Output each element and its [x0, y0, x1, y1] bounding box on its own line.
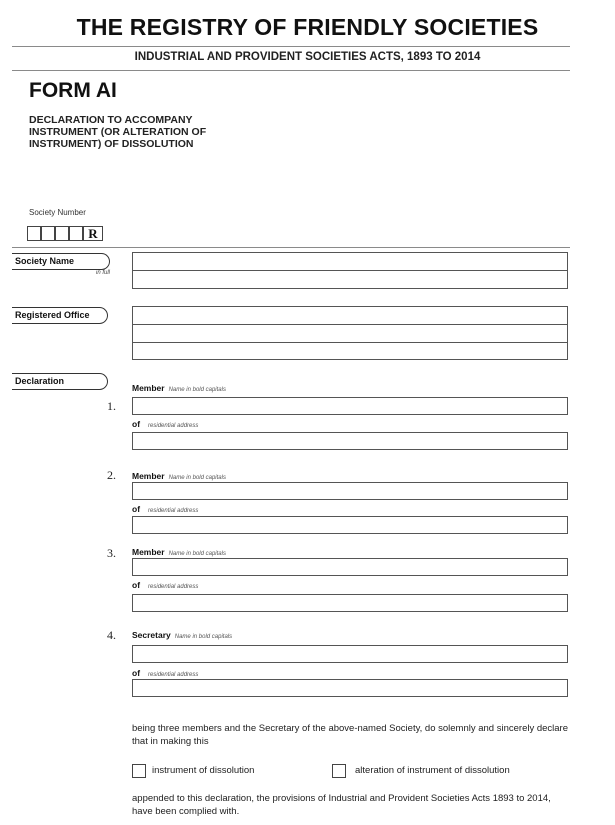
- declarant-4-address-label: [132, 668, 198, 678]
- society-number-digit-1[interactable]: [27, 226, 41, 241]
- section-tab-registered-office: Registered Office: [12, 307, 108, 324]
- society-number-digit-2[interactable]: [41, 226, 55, 241]
- declarant-4-role-label: [132, 630, 232, 640]
- declaration-intro-text: being three members and the Secretary of the above-named Society, do solemnly and sincerely declare that in making this: [132, 723, 569, 747]
- declarant-4-number: 4.: [107, 628, 116, 642]
- form-id: FORM AI: [29, 79, 117, 102]
- role-hint: Name in bold capitals: [168, 551, 226, 557]
- registry-title: THE REGISTRY OF FRIENDLY SOCIETIES: [76, 14, 539, 40]
- role-label: Member: [132, 471, 165, 481]
- header-top-rule: [12, 46, 570, 47]
- society-number-suffix: R: [83, 226, 103, 241]
- instrument-of-dissolution-label: instrument of dissolution: [152, 765, 255, 776]
- address-hint: residential address: [148, 423, 199, 429]
- declarant-1-name-field[interactable]: [132, 397, 568, 415]
- of-label: of: [132, 668, 141, 678]
- role-hint: Name in bold capitals: [168, 475, 226, 481]
- role-label: Secretary: [132, 630, 171, 640]
- section-tab-society-name: Society Name: [12, 253, 110, 270]
- registered-office-field[interactable]: [132, 306, 568, 360]
- address-hint: residential address: [148, 584, 199, 590]
- instrument-of-dissolution-checkbox[interactable]: [132, 764, 146, 778]
- field-divider: [133, 342, 567, 343]
- society-number-digit-4[interactable]: [69, 226, 83, 241]
- address-hint: residential address: [148, 508, 199, 514]
- field-divider: [133, 324, 567, 325]
- form-description-line: INSTRUMENT (OR ALTERATION OF: [29, 126, 207, 138]
- form-description-line: INSTRUMENT) OF DISSOLUTION: [29, 138, 194, 150]
- of-label: of: [132, 580, 141, 590]
- role-hint: Name in bold capitals: [168, 387, 226, 393]
- declarant-2-role-label: [132, 471, 226, 481]
- declarant-2-address-label: [132, 504, 198, 514]
- declarant-4-address-field[interactable]: [132, 679, 568, 697]
- society-number-label: Society Number: [29, 208, 86, 217]
- declarant-1-number: 1.: [107, 399, 116, 413]
- declarant-3-name-field[interactable]: [132, 558, 568, 576]
- acts-subtitle: INDUSTRIAL AND PROVIDENT SOCIETIES ACTS, 1893 TO 2014: [134, 51, 481, 63]
- declarant-3-address-label: [132, 580, 198, 590]
- section-divider: [12, 247, 570, 248]
- declarant-2-address-field[interactable]: [132, 516, 568, 534]
- society-number-digit-3[interactable]: [55, 226, 69, 241]
- declarant-1-address-field[interactable]: [132, 432, 568, 450]
- declarant-2-number: 2.: [107, 468, 116, 482]
- of-label: of: [132, 504, 141, 514]
- declarant-2-name-field[interactable]: [132, 482, 568, 500]
- declaration-closing-text: appended to this declaration, the provisions of Industrial and Provident Societies Acts 1893 to 2014, have been complied with.: [132, 793, 551, 817]
- declarant-1-role-label: [132, 383, 226, 393]
- address-hint: residential address: [148, 672, 199, 678]
- field-divider: [133, 270, 567, 271]
- declarant-3-address-field[interactable]: [132, 594, 568, 612]
- form-description: [29, 114, 289, 150]
- role-label: Member: [132, 383, 165, 393]
- role-hint: Name in bold capitals: [174, 634, 233, 640]
- form-description-line: DECLARATION TO ACCOMPANY: [29, 114, 193, 126]
- alteration-of-instrument-checkbox[interactable]: [332, 764, 346, 778]
- section-tab-declaration: Declaration: [12, 373, 108, 390]
- society-name-field[interactable]: [132, 252, 568, 289]
- declarant-3-role-label: [132, 547, 226, 557]
- declarant-3-number: 3.: [107, 546, 116, 560]
- alteration-of-instrument-label: alteration of instrument of dissolution: [355, 765, 510, 776]
- header-bottom-rule: [12, 70, 570, 71]
- of-label: of: [132, 419, 141, 429]
- declarant-1-address-label: [132, 419, 198, 429]
- society-name-hint: in full: [95, 270, 110, 276]
- role-label: Member: [132, 547, 165, 557]
- declarant-4-name-field[interactable]: [132, 645, 568, 663]
